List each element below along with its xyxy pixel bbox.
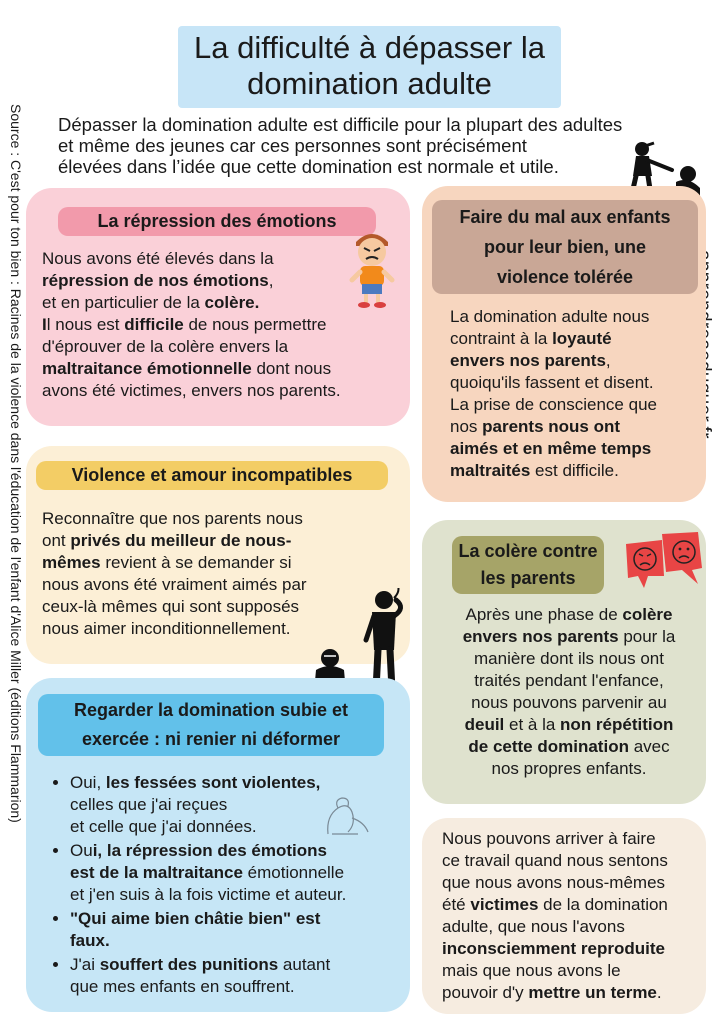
card-repression-emotions [26, 188, 410, 426]
card-heading: La répression des émotions [58, 207, 376, 236]
title-line-2: domination adulte [247, 66, 492, 101]
title-line-1: La difficulté à dépasser la [194, 30, 545, 65]
crouching-child-sketch-icon [318, 794, 374, 836]
card-body: Après une phase de colère envers nos parents pour la manière dont ils nous ont traités pendant l'enfance, nous pouvons parvenir au deuil et à la non répétition de cette domination avec nos propres enfants. [462, 605, 676, 778]
card-body: La domination adulte nous contraint à la loyauté envers nos parents, quoiqu'ils fassent et disent. La prise de conscience que nos parents nous ont aimés et en même temps maltraités est difficile. [450, 307, 657, 480]
list-item: • "Qui aime bien châtie bien" est faux. [70, 908, 370, 952]
card-faire-du-mal [422, 186, 706, 502]
card-colere-parents [422, 520, 706, 804]
list-item: • J'ai souffert des punitions autant que mes enfants en souffrent. [70, 954, 370, 998]
angry-child-icon [346, 228, 398, 308]
card-heading: Regarder la domination subie et exercée : ni renier ni déformer [38, 694, 384, 756]
card-heading: Faire du mal aux enfants pour leur bien, une violence tolérée [432, 200, 698, 294]
page-title [178, 26, 561, 108]
list-item: • Oui, les fessées sont violentes, celles que j'ai reçues et celle que j'ai données. [70, 772, 370, 838]
card-regarder-domination [26, 678, 410, 1012]
card-conclusion [422, 818, 706, 1014]
card-body: Nous avons été élevés dans la répression de nos émotions, et en particulier de la colère. Il nous est difficile de nous permettre d'éprouver de la colère envers la maltraitance émotionnelle dont nous avons été victimes, envers nos parents. [42, 249, 341, 400]
list-item: • Oui, la répression des émotions est de la maltraitance émotionnelle et j'en suis à la fois victime et auteur. [70, 840, 370, 906]
source-citation: Source : C'est pour ton bien : Racines de la violence dans l'éducation de l'enfant d'Alice Miller (éditions Flammarion) [8, 104, 24, 823]
card-heading: La colère contre les parents [452, 536, 604, 594]
intro-paragraph: Dépasser la domination adulte est difficile pour la plupart des adultes et même des jeunes car ces personnes sont précisément élevées dans l’idée que cette domination est normale et utile. [58, 114, 623, 177]
card-body: Nous pouvons arriver à faire ce travail quand nous sentons que nous avons nous-mêmes été victimes de la domination adulte, que nous l'avons inconsciemment reproduite mais que nous avons le pouvoir d'y mettre un terme. [442, 829, 668, 1002]
card-heading: Violence et amour incompatibles [36, 461, 388, 490]
card-body: Reconnaître que nos parents nous ont privés du meilleur de nous- mêmes revient à se demander si nous avons été vraiment aimés par ceux-là mêmes qui sont supposés nous aimer inconditionnellement. [42, 509, 307, 638]
angry-speech-bubbles-icon [622, 528, 706, 592]
